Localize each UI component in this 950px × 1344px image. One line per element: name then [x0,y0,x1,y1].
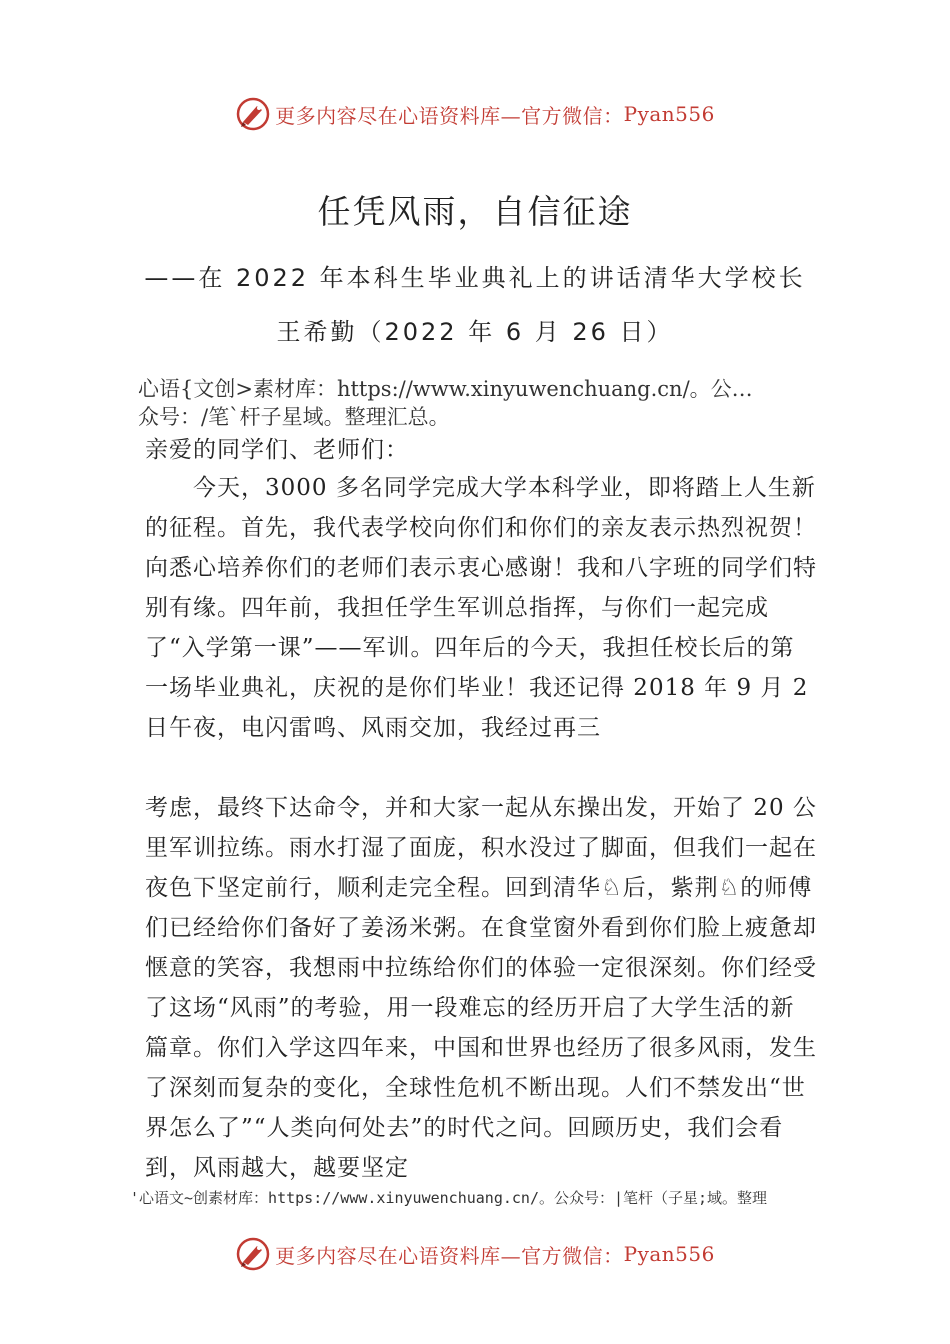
document-subtitle-line2: 王希勤（2022 年 6 月 26 日） [276,318,674,346]
greeting: 亲爱的同学们、老师们： [145,437,409,463]
pen-logo-icon [235,96,271,132]
banner-text: 更多内容尽在心语资料库—官方微信： [275,1243,624,1268]
banner-text: 更多内容尽在心语资料库—官方微信： [275,103,624,128]
source-watermark-line2: 众号：/笔`杆子星域。整理汇总。 [138,405,450,429]
document-subtitle-line1: ——在 2022 年本科生毕业典礼上的讲话清华大学校长 [144,264,806,292]
banner-wechat-id: Pyan556 [623,1242,715,1266]
banner-wechat-id: Pyan556 [623,102,715,126]
footer-banner [0,1234,950,1274]
pen-logo-icon [235,1236,271,1272]
document-title: 任凭风雨，自信征途 [317,192,633,231]
header-banner [0,94,950,134]
paragraph-2: 考虑，最终下达命令，并和大家一起从东操出发，开始了 20 公里军训拉练。雨水打湿了面庞，积水没过了脚面，但我们一起在夜色下坚定前行，顺利走完全程。回到清华♘后，紫荆♘的师傅们已经给你们备好了姜汤米粥。在食堂窗外看到你们脸上疲惫却惬意的笑容，我想雨中拉练给你们的体验一定很深刻。你们经受了这场“风雨”的考验，用一段难忘的经历开启了大学生活的新篇章。你们入学这四年来，中国和世界也经历了很多风雨，发生了深刻而复杂的变化，全球性危机不断出现。人们不禁发出“世界怎么了”“人类向何处去”的时代之问。回顾历史，我们会看到，风雨越大，越要坚定 [145,795,817,1181]
paragraph-1: 今天，3000 多名同学完成大学本科学业，即将踏上人生新的征程。首先，我代表学校向你们和你们的亲友表示热烈祝贺！向悉心培养你们的老师们表示衷心感谢！我和八字班的同学们特别有缘。四年前，我担任学生军训总指挥，与你们一起完成了“入学第一课”——军训。四年后的今天，我担任校长后的第一场毕业典礼，庆祝的是你们毕业！我还记得 2018 年 9 月 2 日午夜，电闪雷鸣、风雨交加，我经过再三 [145,475,817,741]
source-watermark-line1: 心语{文创>素材库：https://www.xinyuwenchuang.cn/。公… [138,377,753,401]
footer-watermark: '心语文~创素材库：https://www.xinyuwenchuang.cn/。公众号：|笔杆（子星;域。整理 [130,1189,768,1207]
